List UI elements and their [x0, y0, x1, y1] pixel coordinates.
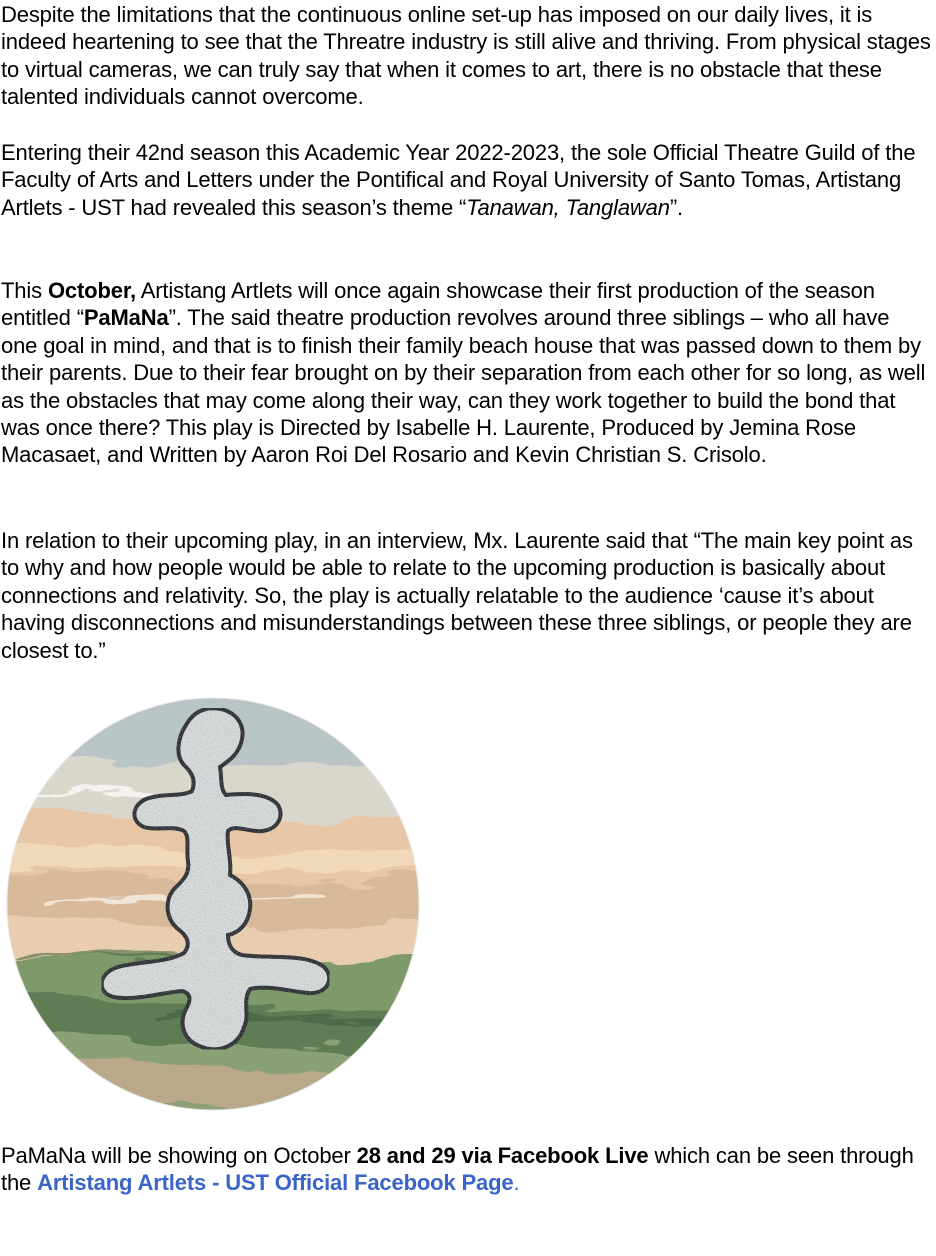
paragraph-interview-quote: In relation to their upcoming play, in an interview, Mx. Laurente said that “The main key point as to why and how people would be able to relate to the upcoming production is basically about connections and relativity. So, the play is actually relatable to the audience ‘cause it’s about having disconnections and misunderstandings between these three siblings, or people they are closest to.” — [1, 528, 913, 663]
showing-end: . — [513, 1170, 520, 1196]
paragraph-production — [1, 277, 931, 469]
paragraph-intro: Despite the limitations that the continuous online set-up has imposed on our daily lives, it is indeed heartening to see that the Threatre industry is still alive and thriving. From physical stages to virtual cameras, we can truly say that when it comes to art, there is no obstacle that these talented individuals cannot overcome. — [1, 2, 931, 110]
season-theme: Tanawan, Tanglawan — [466, 194, 670, 220]
production-title: PaMaNa — [83, 305, 169, 331]
season-text: Entering their 42nd season this Academic Year 2022-2023, the sole Official Theatre Guild of the Faculty of Arts and Letters under the Pontifical and Royal University of Santo Tomas, Artistang Artlets - UST had revealed this season’s theme “ — [1, 140, 916, 220]
production-rest: ”. The said theatre production revolves around three siblings – who all have one goal in mind, and that is to finish their family beach house that was passed down to them by their parents. Due to their fear brought on by their separation from each other for so long, as well as the obstacles that may come along their way, can they work together to build the bond that was once there? This play is Directed by Isabelle H. Laurente, Produced by Jemina Rose Macasaet, and Written by Aaron Roi Del Rosario and Kevin Christian S. Crisolo. — [1, 305, 926, 468]
season-end: ”. — [669, 194, 683, 220]
showing-dates: 28 and 29 via Facebook Live — [356, 1143, 649, 1168]
paragraph-showing — [1, 1142, 931, 1197]
facebook-page-link[interactable]: Artistang Artlets - UST Official Facebook Page — [37, 1170, 514, 1196]
showing-pre: PaMaNa will be showing on October — [1, 1143, 357, 1168]
paragraph-season — [1, 139, 931, 221]
production-month: October, — [47, 278, 136, 303]
showing-mid: which can be seen through the — [1, 1143, 914, 1196]
production-pre: This — [1, 278, 48, 303]
pamana-poster-icon — [6, 697, 420, 1111]
production-mid: Artistang Artlets will once again showcase their first production of the season entitled “ — [1, 278, 875, 331]
